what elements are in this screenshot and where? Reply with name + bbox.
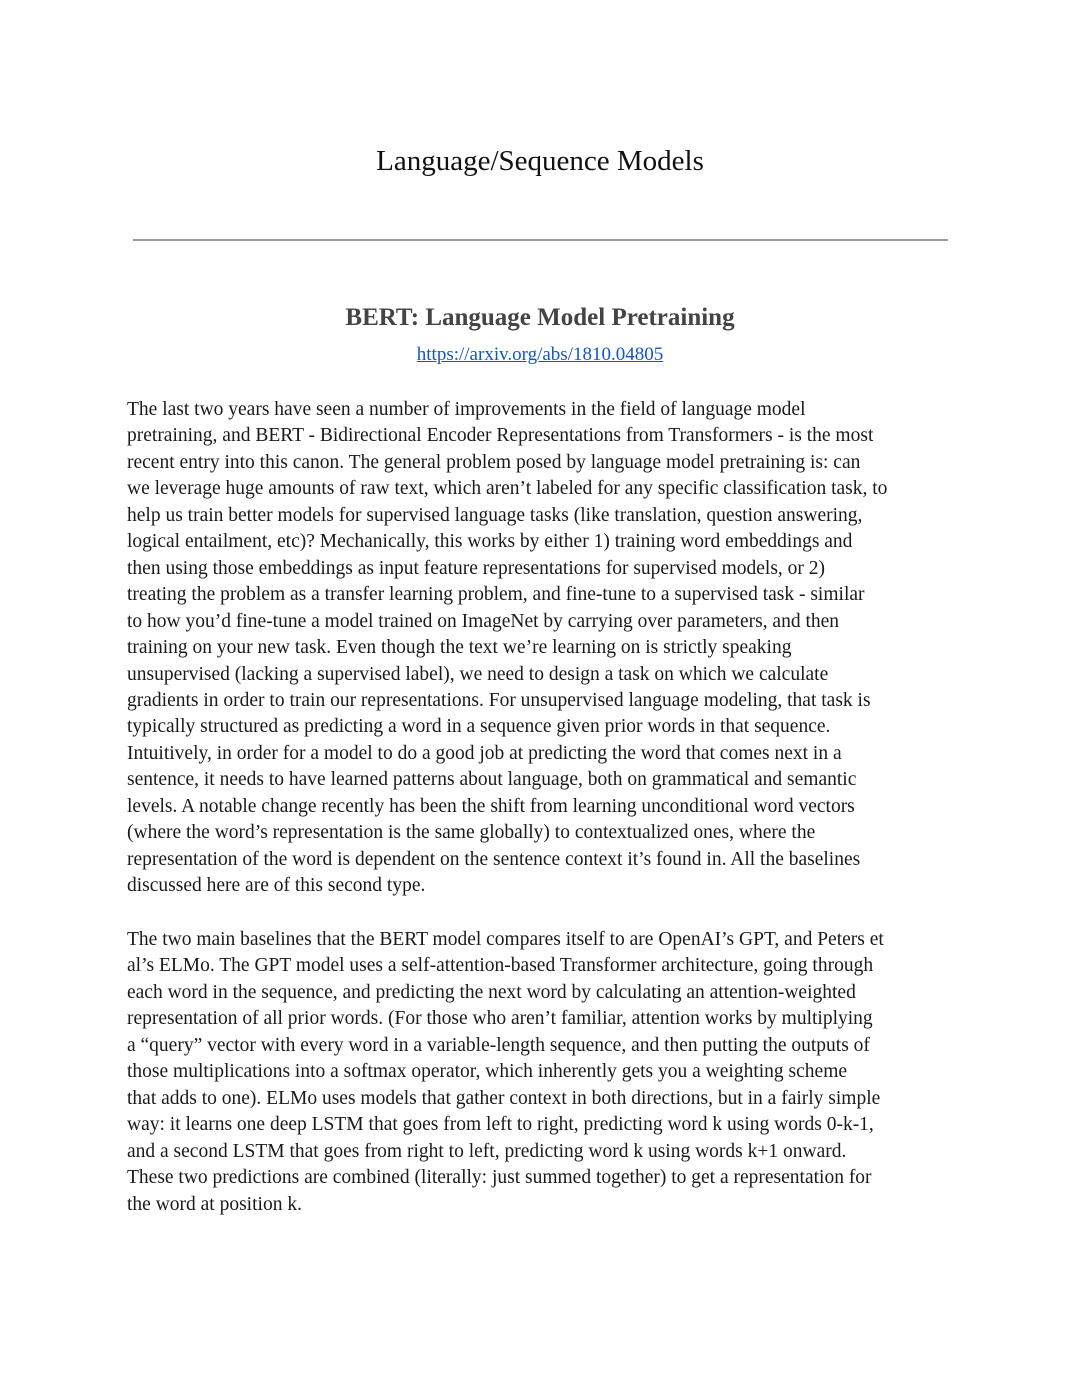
- paragraph-line: logical entailment, etc)? Mechanically, this works by either 1) training word embeddings and: [127, 531, 853, 553]
- paragraph-line: then using those embeddings as input feature representations for supervised models, or 2): [127, 557, 826, 579]
- paragraph-line: that adds to one). ELMo uses models that gather context in both directions, but in a fairly simple: [127, 1087, 881, 1109]
- paragraph-line: levels. A notable change recently has been the shift from learning unconditional word vectors: [127, 795, 855, 817]
- paper-link-container: [0, 344, 1080, 366]
- paragraph-line: typically structured as predicting a word in a sequence given prior words in that sequence.: [127, 716, 831, 738]
- horizontal-divider: [133, 239, 948, 241]
- paragraph-line: way: it learns one deep LSTM that goes from left to right, predicting word k using words 0-k-1,: [127, 1114, 874, 1136]
- paragraph-line: training on your new task. Even though the text we’re learning on is strictly speaking: [127, 637, 792, 659]
- paragraph-line: discussed here are of this second type.: [127, 875, 426, 897]
- paragraph-line: gradients in order to train our representations. For unsupervised language modeling, that task is: [127, 689, 871, 711]
- paragraph-line: those multiplications into a softmax operator, which inherently gets you a weighting scheme: [127, 1061, 848, 1083]
- paper-link[interactable]: https://arxiv.org/abs/1810.04805: [416, 344, 664, 365]
- paragraph-line: to how you’d fine-tune a model trained on ImageNet by carrying over parameters, and then: [127, 610, 840, 632]
- paragraph-line: treating the problem as a transfer learning problem, and fine-tune to a supervised task - similar: [127, 584, 865, 606]
- paragraph-line: (where the word’s representation is the same globally) to contextualized ones, where the: [127, 822, 816, 844]
- paragraph-line: help us train better models for supervised language tasks (like translation, question answering,: [127, 504, 863, 526]
- section-heading: BERT: Language Model Pretraining: [345, 304, 735, 331]
- body-paragraph: [127, 927, 884, 1218]
- document-title: Language/Sequence Models: [376, 145, 704, 177]
- paragraph-line: and a second LSTM that goes from right to left, predicting word k using words k+1 onward.: [127, 1140, 847, 1162]
- paragraph-line: sentence, it needs to have learned patterns about language, both on grammatical and semantic: [127, 769, 857, 791]
- paragraph-line: representation of the word is dependent on the sentence context it’s found in. All the baselines: [127, 848, 861, 870]
- paragraph-line: al’s ELMo. The GPT model uses a self-attention-based Transformer architecture, going through: [127, 955, 874, 977]
- paragraph-line: These two predictions are combined (literally: just summed together) to get a representation for: [127, 1167, 872, 1189]
- paragraph-line: the word at position k.: [127, 1193, 302, 1215]
- paragraph-line: Intuitively, in order for a model to do a good job at predicting the word that comes next in a: [127, 742, 842, 764]
- paragraph-line: pretraining, and BERT - Bidirectional Encoder Representations from Transformers - is the most: [127, 425, 874, 447]
- paragraph-line: we leverage huge amounts of raw text, which aren’t labeled for any specific classification task, to: [127, 478, 888, 500]
- paragraph-line: The two main baselines that the BERT model compares itself to are OpenAI’s GPT, and Peters et: [127, 929, 884, 950]
- body-paragraph: [127, 397, 887, 900]
- paragraph-line: The last two years have seen a number of improvements in the field of language model: [127, 399, 806, 420]
- paragraph-line: a “query” vector with every word in a variable-length sequence, and then putting the outputs of: [127, 1034, 870, 1056]
- paragraph-line: representation of all prior words. (For those who aren’t familiar, attention works by multiplying: [127, 1008, 873, 1030]
- paragraph-line: each word in the sequence, and predicting the next word by calculating an attention-weighted: [127, 981, 856, 1003]
- paragraph-line: unsupervised (lacking a supervised label), we need to design a task on which we calculate: [127, 663, 829, 685]
- paragraph-line: recent entry into this canon. The general problem posed by language model pretraining is: can: [127, 451, 861, 473]
